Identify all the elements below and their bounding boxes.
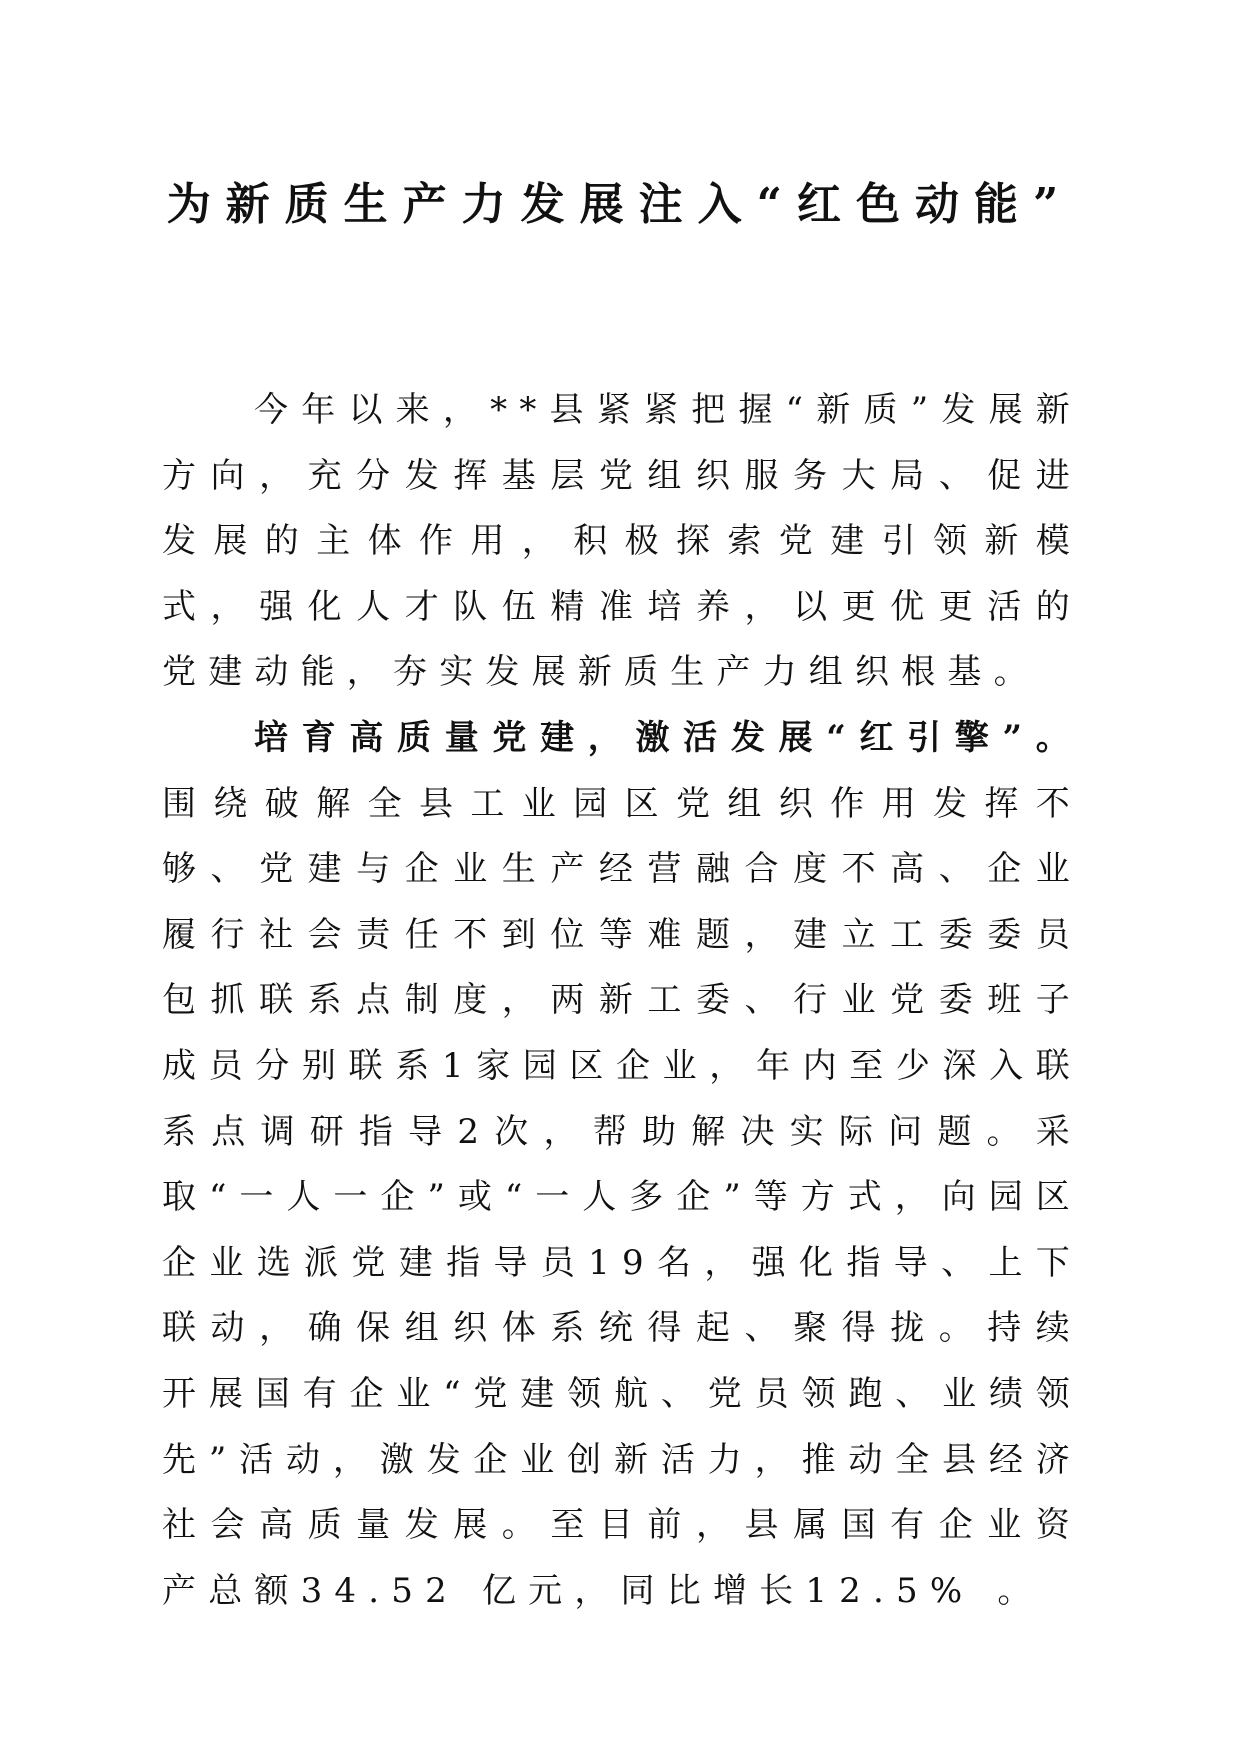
paragraph-heading: 培育高质量党建，激活发展“红引擎”。	[254, 717, 1082, 758]
document-body	[162, 378, 1082, 1624]
paragraph-intro-text: 今年以来，**县紧紧把握“新质”发展新方向，充分发挥基层党组织服务大局、促进发展的主体作用，积极探索党建引领新模式，强化人才队伍精准培养，以更优更活的党建动能，夯实发展新质生产力组织根基。	[162, 390, 1082, 693]
document-title: 为新质生产力发展注入“红色动能”	[166, 179, 1074, 230]
paragraph-intro	[162, 378, 1082, 706]
paragraph-party-building-text: 围绕破解全县工业园区党组织作用发挥不够、党建与企业生产经营融合度不高、企业履行社会责任不到位等难题，建立工委委员包抓联系点制度，两新工委、行业党委班子成员分别联系1家园区企业，年内至少深入联系点调研指导2次，帮助解决实际问题。采取“一人一企”或“一人多企”等方式，向园区企业选派党建指导员19名，强化指导、上下联动，确保组织体系统得起、聚得拢。持续开展国有企业“党建领航、党员领跑、业绩领先”活动，激发企业创新活力，推动全县经济社会高质量发展。至目前，县属国有企业资产总额34.52 亿元，同比增长12.5% 。	[162, 783, 1082, 1611]
paragraph-party-building	[162, 706, 1082, 1624]
